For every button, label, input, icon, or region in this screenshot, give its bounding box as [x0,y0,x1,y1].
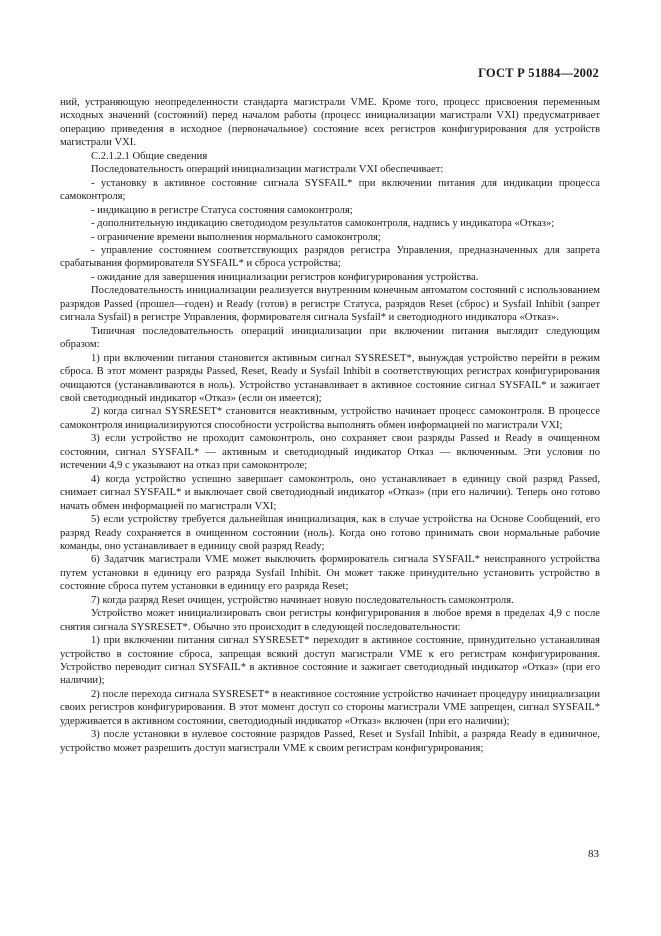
list-item: 2) когда сигнал SYSRESET* становится неактивным, устройство начинает процесс самоконтроля. В процессе самоконтроля инициализируются способности устройства выполнять обмен информацией по магистрали VXI; [60,406,600,431]
list-item: - дополнительную индикацию светодиодом результатов самоконтроля, надпись у индикатора «Отказ»; [91,218,555,230]
list-item: 4) когда устройство успешно завершает самоконтроль, оно устанавливает в единицу свой разряд Passed, снимает сигнал SYSFAIL* и выключает свой светодиодный индикатор «Отказ» (при его наличии). Теперь оно готово начать обмен информацией по магистрали VXI; [60,473,600,512]
document-header: ГОСТ Р 51884—2002 [478,66,599,80]
list-item: 1) при включении питания сигнал SYSRESET* переходит в активное состояние, принудительно устанавливая устройство в состояние сброса, запрещая всякий доступ магистрали VME к его регистрам конфигурирования. Устройство переводит сигнал SYSFAIL* в активное состояние и зажигает светодиодный индикатор «Отказ» (при его наличии); [60,635,600,687]
list-item: 7) когда разряд Reset очищен, устройство начинает новую последовательность самоконтроля. [91,594,514,606]
list-item: - ожидание для завершения инициализации регистров конфигурирования устройства. [91,271,479,283]
list-item: - установку в активное состояние сигнала SYSFAIL* при включении питания для индикации процесса самоконтроля; [60,177,600,203]
section-heading: С.2.1.2.1 Общие сведения [91,150,208,162]
list-item: - ограничение времени выполнения нормального самоконтроля; [91,231,381,243]
paragraph: ний, устраняющую неопределенности стандарта магистрали VME. Кроме того, процесс присвоения переменным исходных значений (состояний) перед началом работы (процесс инициализации магистрали VXI) предусматривает операцию приведения в исходное (первоначальное) состояние всех регистров конфигурирования для устройств магистрали VXI. [60,97,600,149]
list-item: 3) после установки в нулевое состояние разрядов Passed, Reset и Sysfail Inhibit, а разряда Ready в единичное, устройство может разрешить доступ магистрали VME к своим регистрам конфигурирования; [60,729,600,754]
paragraph: Последовательность инициализации реализуется внутренним конечным автоматом состояний с использованием разрядов Passed (прошел—годен) и Ready (готов) в регистре Статуса, разрядов Reset (сброс) и Sysfail Inhibit (запрет сигнала Sysfail) в регистре Управления, формирователя сигнала Sysfail* и светодиодного индикатора «Отказ». [60,285,600,324]
paragraph: Типичная последовательность операций инициализации при включении питания выглядит следующим образом: [60,325,600,351]
list-item: 5) если устройству требуется дальнейшая инициализация, как в случае устройства на Основе Сообщений, его разряд Ready сохраняется в очищенном состоянии (ноль). Когда оно готово принимать свои нормальные рабочие команды, оно устанавливает в единицу свой разряд Ready; [60,514,600,552]
list-item: 2) после перехода сигнала SYSRESET* в неактивное состояние устройство начинает процедуру инициализации своих регистров конфигурирования. В этот момент доступ со стороны магистрали VME запрещен, сигнал SYSFAIL* удерживается в активном состоянии, светодиодный индикатор «Отказ» включен (при его наличии); [60,688,600,727]
paragraph: Устройство может инициализировать свои регистры конфигурирования в любое время в пределах 4,9 с после снятия сигнала SYSRESET*. Обычно это происходит в следующей последовательности: [60,608,600,633]
body-text [60,96,600,755]
list-item: - индикацию в регистре Статуса состояния самоконтроля; [91,204,353,216]
list-item: - управление состоянием соответствующих разрядов регистра Управления, предназначенных для запрета срабатывания формирователя SYSFAIL* и сброса устройства; [60,244,600,270]
list-item: 6) Задатчик магистрали VME может выключить формирователь сигнала SYSFAIL* неисправного устройства путем установки в единицу его разряда Sysfail Inhibit. Он может также принудительно установить устройство в состояние сброса путем установки в единицу его разряда Reset; [60,554,600,593]
list-item: 3) если устройство не проходит самоконтроль, оно сохраняет свои разряды Passed и Ready в очищенном состоянии, сигнал SYSFAIL* — активным и светодиодный индикатор Отказ — включенным. Эти условия по истечении 4,9 с указывают на отказ при самоконтроле; [60,433,600,472]
paragraph: Последовательность операций инициализации магистрали VXI обеспечивает: [91,164,444,176]
page-number: 83 [588,848,599,860]
list-item: 1) при включении питания становится активным сигнал SYSRESET*, вынуждая устройство перейти в режим сброса. В этот момент разряды Passed, Reset, Ready и Sysfail Inhibit в соответствующих регистрах конфигурирования очищаются (устанавливаются в ноль). Устройство устанавливает в активное состояние сигнал SYSFAIL* и зажигает свой светодиодный индикатор «Отказ» (если он имеется); [60,352,600,404]
